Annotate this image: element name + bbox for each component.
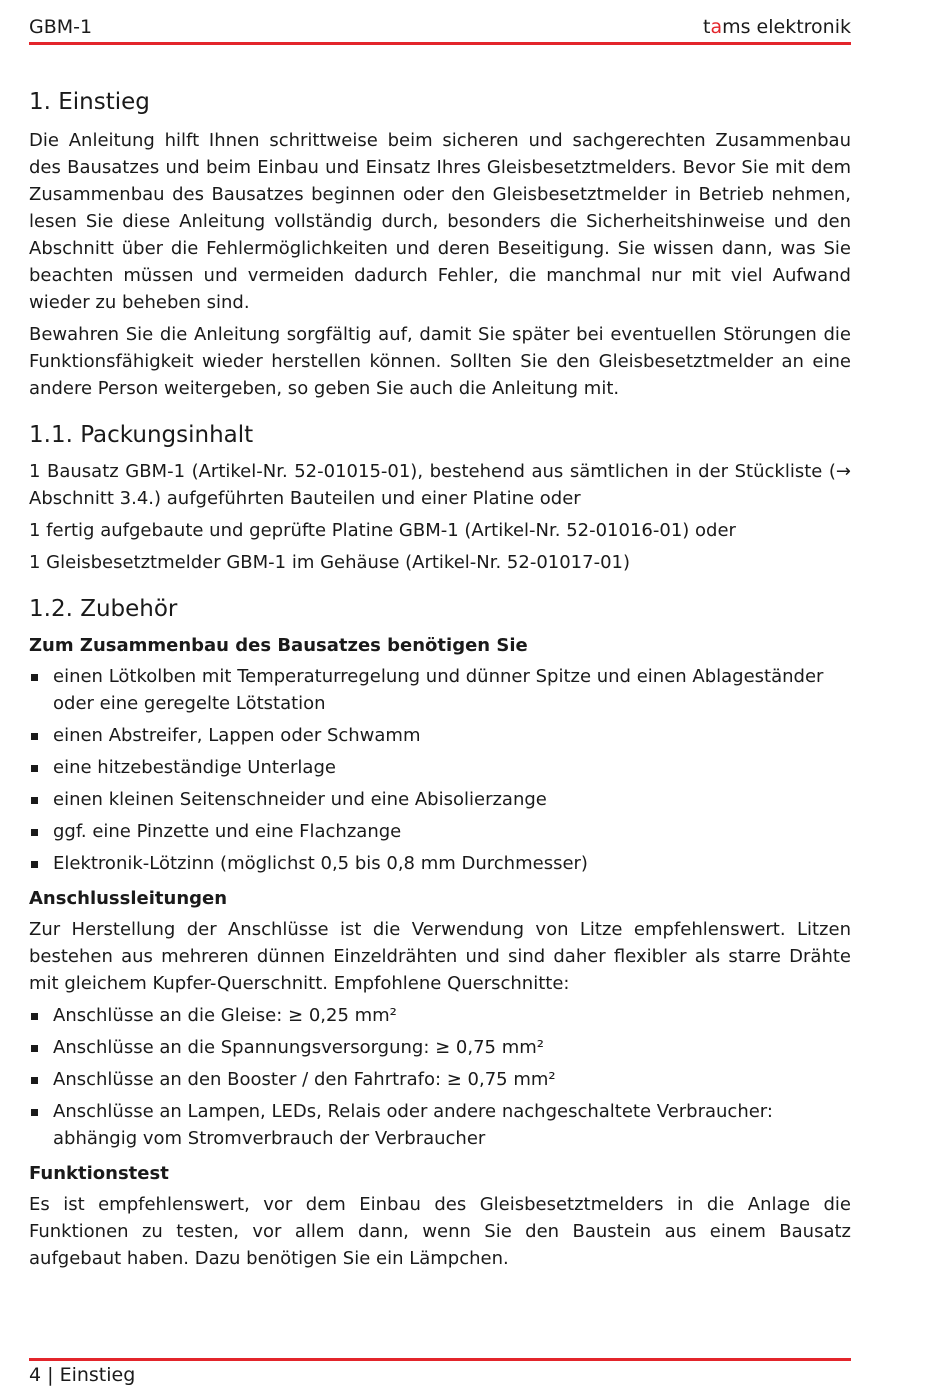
footer-rule <box>29 1358 851 1361</box>
bullet-icon <box>31 1077 38 1084</box>
list-item: ggf. eine Pinzette und eine Flachzange <box>29 818 851 845</box>
bullet-icon <box>31 674 38 681</box>
bullet-icon <box>31 1109 38 1116</box>
paragraph: 1 Gleisbesetztmelder GBM-1 im Gehäuse (Artikel-Nr. 52-01017-01) <box>29 552 631 573</box>
section-title: 1. Einstieg <box>29 89 150 115</box>
list-item: Anschlüsse an die Gleise: ≥ 0,25 mm² <box>29 1002 851 1029</box>
list-item: Anschlüsse an Lampen, LEDs, Relais oder andere nachgeschaltete Verbraucher: abhängig vom Stromverbrauch der Verbraucher <box>29 1098 851 1152</box>
paragraph: Die Anleitung hilft Ihnen schrittweise beim sicheren und sachgerechten Zusammenbau des Bausatzes und beim Einbau und Einsatz Ihres Gleisbesetztmelders. Bevor Sie mit dem Zusammenbau des Bausatzes beginnen oder den Gleisbesetztmelder in Betrieb nehmen, lesen Sie diese Anleitung vollständig durch, besonders die Sicherheitshinweise und den Abschnitt über die Fehlermöglichkeiten und deren Beseitigung. Sie wissen dann, was Sie beachten müssen und vermeiden dadurch Fehler, die manchmal nur mit viel Aufwand wieder zu beheben sind. <box>29 130 851 313</box>
bullet-icon <box>31 733 38 740</box>
bullet-icon <box>31 1013 38 1020</box>
subsection-title: 1.1. Packungsinhalt <box>29 422 254 448</box>
paragraph: Zur Herstellung der Anschlüsse ist die Verwendung von Litze empfehlenswert. Litzen bestehen aus mehreren dünnen Einzeldrähten und sind daher flexibler als starre Drähte mit gleichem Kupfer-Querschnitt. Empfohlene Querschnitte: <box>29 919 851 994</box>
list-item: einen Abstreifer, Lappen oder Schwamm <box>29 722 851 749</box>
page-header <box>29 16 851 42</box>
list-item: Anschlüsse an die Spannungsversorgung: ≥ 0,75 mm² <box>29 1034 851 1061</box>
tools-list <box>29 663 851 877</box>
bold-heading: Funktionstest <box>29 1163 169 1184</box>
page-footer: 4 | Einstieg <box>29 1364 136 1386</box>
paragraph: 1 Bausatz GBM-1 (Artikel-Nr. 52-01015-01), bestehend aus sämtlichen in der Stückliste (→ Abschnitt 3.4.) aufgeführten Bauteilen und einer Platine oder <box>29 461 851 509</box>
paragraph: 1 fertig aufgebaute und geprüfte Platine GBM-1 (Artikel-Nr. 52-01016-01) oder <box>29 520 736 541</box>
list-item: Elektronik-Lötzinn (möglichst 0,5 bis 0,8 mm Durchmesser) <box>29 850 851 877</box>
list-item: Anschlüsse an den Booster / den Fahrtrafo: ≥ 0,75 mm² <box>29 1066 851 1093</box>
subsection-title: 1.2. Zubehör <box>29 596 178 622</box>
document-page <box>29 0 851 1389</box>
bullet-icon <box>31 829 38 836</box>
main-content <box>29 87 851 1277</box>
list-item: einen Lötkolben mit Temperaturregelung und dünner Spitze und einen Ablageständer oder eine geregelte Lötstation <box>29 663 851 717</box>
list-item: einen kleinen Seitenschneider und eine Abisolierzange <box>29 786 851 813</box>
bullet-icon <box>31 797 38 804</box>
wires-list <box>29 1002 851 1152</box>
header-brand: tams elektronik <box>702 16 851 38</box>
bullet-icon <box>31 765 38 772</box>
header-product: GBM-1 <box>29 16 93 38</box>
bullet-icon <box>31 861 38 868</box>
paragraph: Bewahren Sie die Anleitung sorgfältig auf, damit Sie später bei eventuellen Störungen die Funktionsfähigkeit wieder herstellen können. Sollten Sie den Gleisbesetztmelder an eine andere Person weitergeben, so geben Sie auch die Anleitung mit. <box>29 324 851 399</box>
paragraph: Es ist empfehlenswert, vor dem Einbau des Gleisbesetztmelders in die Anlage die Funktionen zu testen, vor allem dann, wenn Sie den Baustein aus einem Bausatz aufgebaut haben. Dazu benötigen Sie ein Lämpchen. <box>29 1194 851 1269</box>
bold-heading: Anschlussleitungen <box>29 888 228 909</box>
bold-heading: Zum Zusammenbau des Bausatzes benötigen Sie <box>29 635 528 656</box>
header-rule <box>29 42 851 45</box>
list-item: eine hitzebeständige Unterlage <box>29 754 851 781</box>
bullet-icon <box>31 1045 38 1052</box>
